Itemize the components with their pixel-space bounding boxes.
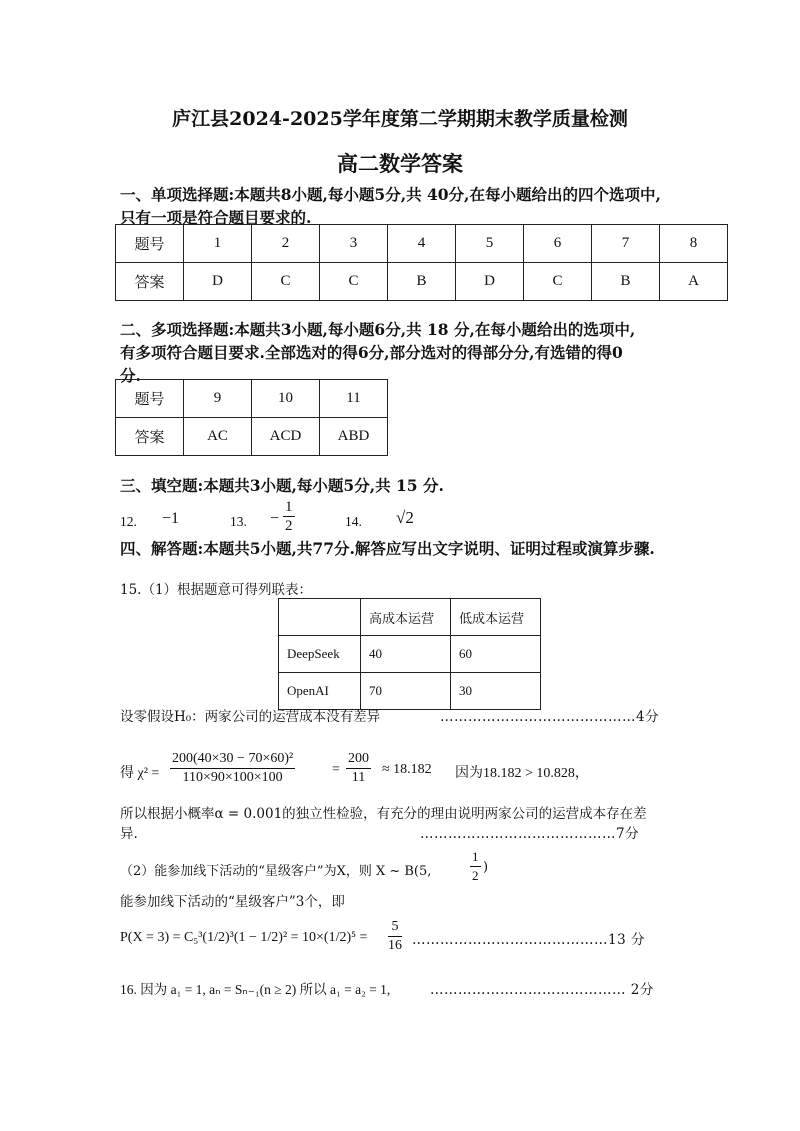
answer-cell: D: [456, 263, 524, 301]
answer-cell: ACD: [252, 418, 320, 456]
score-marker: ……………………………………7分: [420, 826, 640, 842]
section4-heading: 四、解答题:本题共5小题,共77分.解答应写出文字说明、证明过程或演算步骤.: [120, 539, 655, 558]
q12-label: 12.: [120, 514, 137, 529]
row-label: 题号: [116, 225, 184, 263]
question-number: 6: [524, 225, 592, 263]
null-hypothesis: 设零假设H₀：两家公司的运营成本没有差异: [120, 709, 381, 725]
question-number: 10: [252, 380, 320, 418]
table-row-label: OpenAI: [279, 673, 361, 710]
q15-conclusion: 所以根据小概率α = 0.001的独立性检验，有充分的理由说明两家公司的运营成本存在差 异.: [120, 806, 647, 842]
table-cell: 40: [361, 636, 451, 673]
question-number: 7: [592, 225, 660, 263]
probability-formula: P(X = 3) = C₅³(1/2)³(1 − 1/2)² = 10×(1/2)⁵ = $\frac{5}{16}$: [120, 919, 402, 953]
answer-cell: B: [592, 263, 660, 301]
q15-intro: 15.（1）根据题意可得列联表：: [120, 582, 313, 598]
table-header: 低成本运营: [451, 599, 541, 636]
score-marker: …………………………………… 2分: [430, 982, 654, 998]
page-title: 庐江县2024-2025学年度第二学期期末教学质量检测: [172, 108, 628, 130]
answer-cell: B: [388, 263, 456, 301]
question-number: 4: [388, 225, 456, 263]
row-label: 答案: [116, 418, 184, 456]
chi-square-formula: 得 χ² = $\frac{\text{200(40×30 − 70×60)²}}{110\times 90\times 100\times 100}$ = $\frac{200}{11}$ ≈ 18.182 因为18.182 > 10.828，: [120, 751, 589, 785]
q13-sign: −: [270, 510, 280, 527]
multi-choice-answer-table: [115, 379, 388, 456]
row-label: 题号: [116, 380, 184, 418]
question-number: 2: [252, 225, 320, 263]
answer-cell: A: [660, 263, 728, 301]
q15-part2-distribution: （2）能参加线下活动的“星级客户”为X，则 X ~ B(5, $\frac{1}{2}$ ): [120, 849, 489, 883]
section1-heading: 一、单项选择题:本题共8小题,每小题5分,共 40分,在每小题给出的四个选项中, 只有一项是符合题目要求的.: [120, 185, 661, 227]
answer-cell: D: [184, 263, 252, 301]
q13-label: 13.: [230, 514, 247, 529]
answer-cell: AC: [184, 418, 252, 456]
question-number: 8: [660, 225, 728, 263]
answer-cell: C: [524, 263, 592, 301]
section3-heading: 三、填空题:本题共3小题,每小题5分,共 15 分.: [120, 476, 444, 495]
answer-cell: C: [320, 263, 388, 301]
q14-answer: √2: [396, 508, 414, 527]
table-row-label: DeepSeek: [279, 636, 361, 673]
question-number: 1: [184, 225, 252, 263]
table-cell: 30: [451, 673, 541, 710]
q13-fraction: $\frac{1}{2}$: [285, 499, 293, 534]
page-subtitle: 高二数学答案: [337, 151, 463, 176]
table-header: 高成本运营: [361, 599, 451, 636]
question-number: 9: [184, 380, 252, 418]
q15-part2-text: 能参加线下活动的“星级客户”3个，即: [120, 894, 345, 910]
table-corner: [279, 599, 361, 636]
q12-answer: −1: [162, 510, 180, 527]
contingency-table: [278, 598, 541, 710]
q14-label: 14.: [345, 514, 362, 529]
table-cell: 70: [361, 673, 451, 710]
q16-line: 16. 因为 a₁ = 1, aₙ = Sₙ₋₁(n ≥ 2) 所以 a₁ = a₂ = 1,: [120, 982, 391, 997]
row-label: 答案: [116, 263, 184, 301]
table-cell: 60: [451, 636, 541, 673]
question-number: 3: [320, 225, 388, 263]
score-marker: ……………………………………4分: [440, 709, 660, 725]
single-choice-answer-table: [115, 224, 728, 301]
answer-cell: C: [252, 263, 320, 301]
question-number: 5: [456, 225, 524, 263]
question-number: 11: [320, 380, 388, 418]
section2-heading: 二、多项选择题:本题共3小题,每小题6分,共 18 分,在每小题给出的选项中, 有多项符合题目要求.全部选对的得6分,部分选对的得部分分,有选错的得0 分.: [120, 320, 636, 385]
score-marker: ……………………………………13 分: [412, 932, 645, 948]
answer-cell: ABD: [320, 418, 388, 456]
